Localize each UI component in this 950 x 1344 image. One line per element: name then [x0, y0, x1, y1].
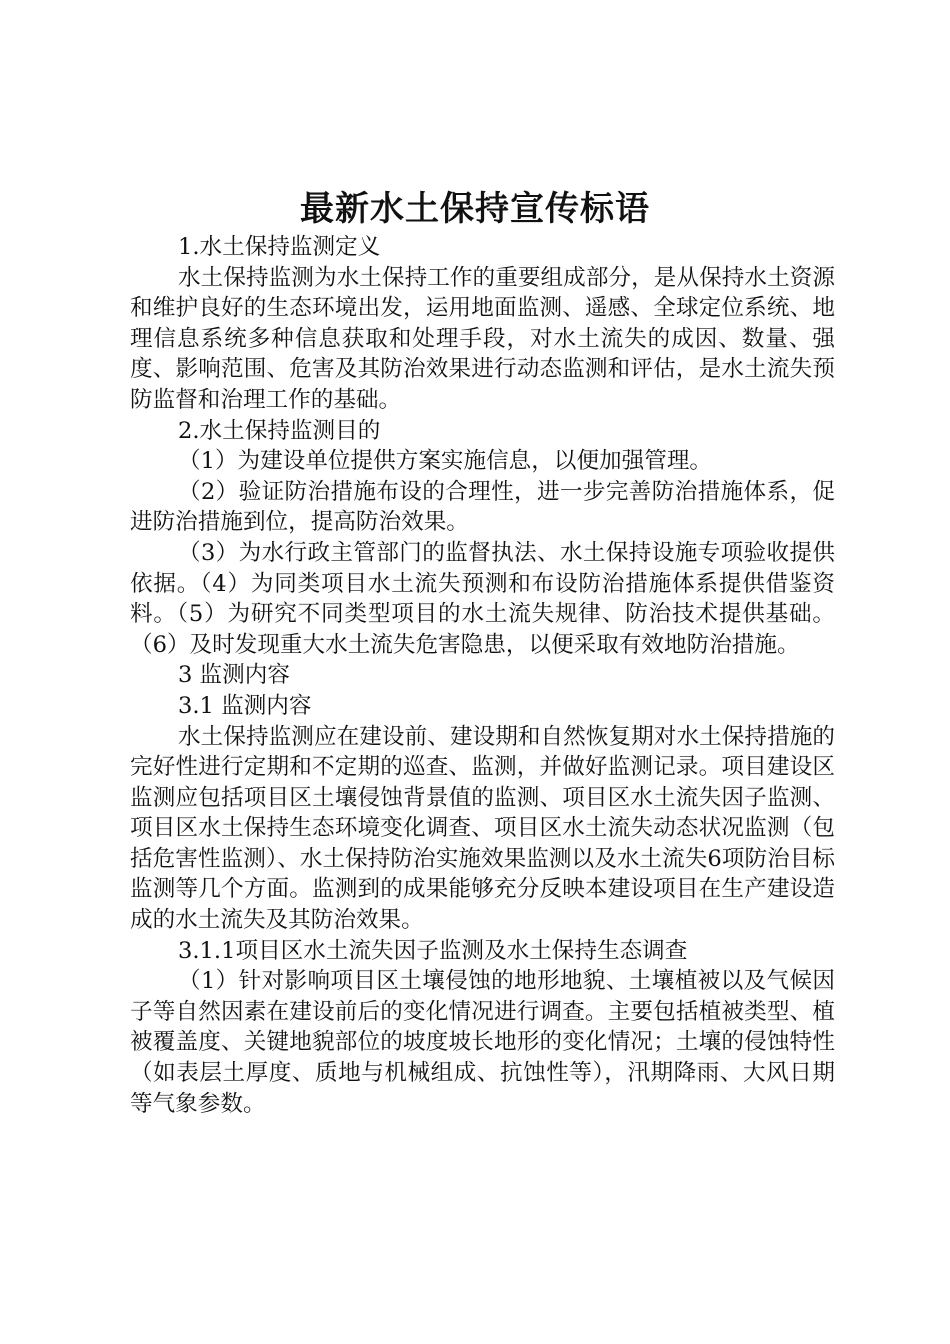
purpose-item-2: （2）验证防治措施布设的合理性，进一步完善防治措施体系，促进防治措施到位，提高防治效果。 [130, 478, 835, 536]
purpose-items-3-6: （3）为水行政主管部门的监督执法、水土保持设施专项验收提供依据。（4）为同类项目水土流失预测和布设防治措施体系提供借鉴资料。（5）为研究不同类型项目的水土流失规律、防治技术提供基础。（6）及时发现重大水土流失危害隐患，以便采取有效地防治措施。 [130, 539, 835, 658]
heading-monitoring-definition: 1.水土保持监测定义 [178, 234, 381, 260]
heading-monitoring-purpose: 2.水土保持监测目的 [178, 417, 381, 444]
heading-factor-monitoring: 3.1.1项目区水土流失因子监测及水土保持生态调查 [178, 937, 688, 964]
document-title: 最新水土保持宣传标语 [300, 189, 650, 229]
paragraph-factor-monitoring: （1）针对影响项目区土壤侵蚀的地形地貌、土壤植被以及气候因子等自然因素在建设前后的变化情况进行调查。主要包括植被类型、植被覆盖度、关键地貌部位的坡度坡长地形的变化情况；土壤的侵蚀特性（如表层土厚度、质地与机械组成、抗蚀性等），汛期降雨、大风日期等气象参数。 [130, 968, 835, 1117]
paragraph-monitoring-definition: 水土保持监测为水土保持工作的重要组成部分，是从保持水土资源和维护良好的生态环境出发，运用地面监测、遥感、全球定位系统、地理信息系统多种信息获取和处理手段，对水土流失的成因、数量、强度、影响范围、危害及其防治效果进行动态监测和评估，是水土流失预防监督和治理工作的基础。 [130, 264, 835, 413]
paragraph-monitoring-content: 水土保持监测应在建设前、建设期和自然恢复期对水土保持措施的完好性进行定期和不定期的巡查、监测，并做好监测记录。项目建设区监测应包括项目区土壤侵蚀背景值的监测、项目区水土流失因子监测、项目区水土保持生态环境变化调查、项目区水土流失动态状况监测（包括危害性监测）、水土保持防治实施效果监测以及水土流失6项防治目标监测等几个方面。监测到的成果能够充分反映本建设项目在生产建设造成的水土流失及其防治效果。 [130, 723, 835, 934]
document-body [130, 232, 835, 1119]
heading-monitoring-content: 3 监测内容 [178, 662, 290, 689]
heading-monitoring-content-3-1: 3.1 监测内容 [178, 692, 312, 719]
purpose-item-1: （1）为建设单位提供方案实施信息，以便加强管理。 [178, 448, 713, 475]
